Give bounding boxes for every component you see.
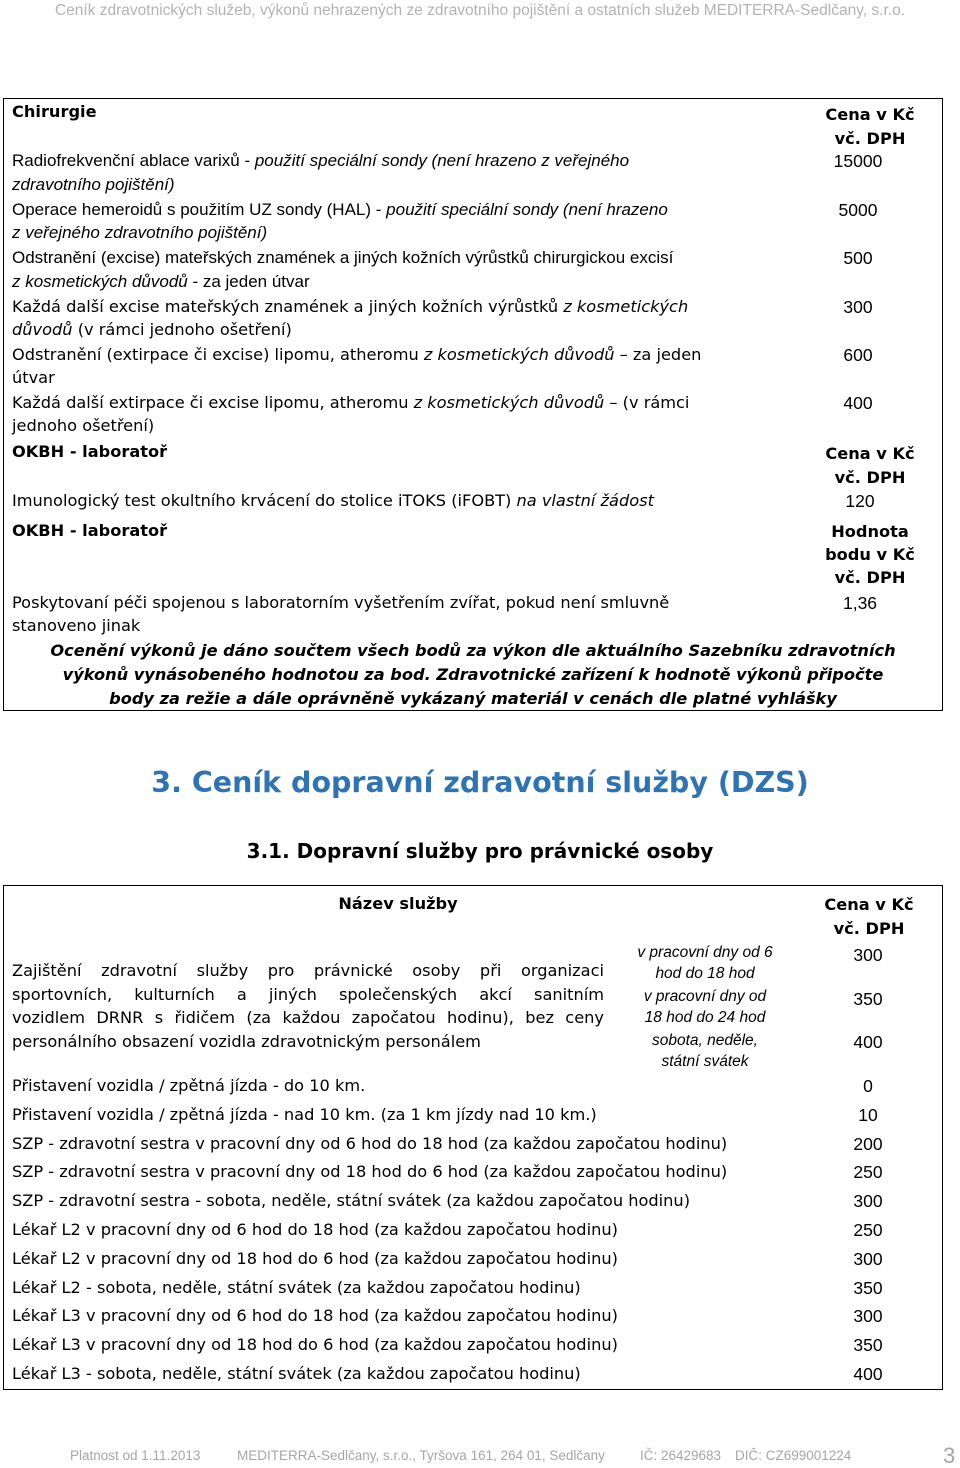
service-row-animals: Poskytovaní péči spojenou s laboratorním vyšetřením zvířat, pokud není smluvně xyxy=(12,593,670,612)
dzs-service-row: Přistavení vozidla / zpětná jízda - nad 10 km. (za 1 km jízdy nad 10 km.) xyxy=(12,1104,597,1124)
service-row-2: Operace hemeroidů s použitím UZ sondy (HAL) - použití speciální sondy (není hrazeno xyxy=(12,200,668,219)
column-header-service: Název služby xyxy=(338,894,458,913)
price-value: 400 xyxy=(843,393,873,413)
service-row-animals-line2: stanoveno jinak xyxy=(12,616,141,635)
time-slot-2: v pracovní dny od 18 hod do 24 hod xyxy=(643,988,767,1026)
column-header-price-vat: vč. DPH xyxy=(833,919,905,938)
section-heading-dzs: 3. Ceník dopravní zdravotní služby (DZS) xyxy=(151,766,809,799)
service-row-6: Každá další extirpace či excise lipomu, atheromu z kosmetických důvodů – (v rámci xyxy=(12,393,690,412)
price-value: 500 xyxy=(843,248,873,268)
price-value: 350 xyxy=(853,989,883,1009)
price-value: 350 xyxy=(853,1335,883,1356)
footer-valid: Platnost od 1.11.2013 xyxy=(70,1448,201,1463)
price-value: 350 xyxy=(853,1277,883,1298)
price-value: 300 xyxy=(853,945,883,965)
point-value: 1,36 xyxy=(842,593,878,613)
service-row-3-line2: z kosmetických důvodů - za jeden útvar xyxy=(12,272,310,291)
service-row-3: Odstranění (excise) mateřských znamének a jiných kožních výrůstků chirurgickou excisí xyxy=(12,248,674,267)
price-value: 400 xyxy=(853,1032,883,1052)
footer-ico: IČ: 26429683 xyxy=(640,1448,722,1463)
dzs-service-row: Lékař L2 - sobota, neděle, státní svátek (za každou započatou hodinu) xyxy=(12,1277,581,1297)
price-value: 10 xyxy=(858,1104,878,1125)
dzs-service-row: Lékař L2 v pracovní dny od 18 hod do 6 hod (za každou započatou hodinu) xyxy=(12,1248,618,1268)
point-value-header-2: bodu v Kč xyxy=(825,545,915,564)
time-slot-1: v pracovní dny od 6 hod do 18 hod xyxy=(637,944,773,982)
section-title-okbh: OKBH - laboratoř xyxy=(12,442,168,461)
section-title-chirurgie: Chirurgie xyxy=(12,102,97,121)
dzs-service-row: Přistavení vozidla / zpětná jízda - do 10 km. xyxy=(12,1076,366,1095)
service-row-1-line2: zdravotního pojištění) xyxy=(12,175,175,194)
footer-company: MEDITERRA-Sedlčany, s.r.o., Tyršova 161, 264 01, Sedlčany xyxy=(237,1448,605,1463)
price-value: 120 xyxy=(845,491,875,511)
dzs-service-row: SZP - zdravotní sestra v pracovní dny od 6 hod do 18 hod (za každou započatou hodinu) xyxy=(12,1133,728,1153)
point-value-header-3: vč. DPH xyxy=(834,568,906,587)
price-value: 15000 xyxy=(833,151,883,171)
price-value: 250 xyxy=(853,1162,883,1183)
service-row-itoks: Imunologický test okultního krvácení do stolice iTOKS (iFOBT) na vlastní žádost xyxy=(12,491,654,510)
price-header: Cena v Kč xyxy=(825,105,915,124)
dzs-service-row: Lékař L2 v pracovní dny od 6 hod do 18 hod (za každou započatou hodinu) xyxy=(12,1220,618,1239)
price-value: 300 xyxy=(843,297,873,317)
service-row-4-line2: důvodů (v rámci jednoho ošetření) xyxy=(12,320,292,339)
price-header: Cena v Kč xyxy=(825,444,915,463)
point-value-header: Hodnota xyxy=(831,522,909,541)
service-row-6-line2: jednoho ošetření) xyxy=(12,416,155,435)
price-value: 300 xyxy=(853,1306,883,1327)
page-number: 3 xyxy=(943,1443,956,1468)
price-value: 300 xyxy=(853,1248,883,1269)
dzs-service-row: Lékař L3 - sobota, neděle, státní svátek (za každou započatou hodinu) xyxy=(12,1364,581,1383)
service-row-1: Radiofrekvenční ablace varixů - použití speciální sondy (není hrazeno z veřejného xyxy=(12,151,630,170)
service-row-2-line2: z veřejného zdravotního pojištění) xyxy=(12,223,268,242)
dzs-service-row: Lékař L3 v pracovní dny od 6 hod do 18 hod (za každou započatou hodinu) xyxy=(12,1306,618,1326)
price-value: 400 xyxy=(853,1364,883,1384)
price-header-vat: vč. DPH xyxy=(834,468,906,487)
price-value: 200 xyxy=(853,1133,883,1154)
service-row-4: Každá další excise mateřských znamének a jiných kožních výrůstků z kosmetických xyxy=(12,297,689,316)
service-row-5-line2: útvar xyxy=(12,368,55,387)
subsection-heading: 3.1. Dopravní služby pro právnické osoby xyxy=(246,839,714,863)
price-value: 300 xyxy=(853,1191,883,1212)
footer-dic: DIČ: CZ699001224 xyxy=(735,1448,852,1463)
time-slot-3: sobota, neděle, státní svátek xyxy=(651,1032,758,1070)
price-value: 5000 xyxy=(838,200,878,220)
dzs-service-row: SZP - zdravotní sestra - sobota, neděle, státní svátek (za každou započatou hodinu) xyxy=(12,1191,691,1211)
section-title-okbh-2: OKBH - laboratoř xyxy=(12,521,168,540)
service-row-5: Odstranění (extirpace či excise) lipomu, atheromu z kosmetických důvodů – za jeden xyxy=(12,345,702,364)
column-header-price: Cena v Kč xyxy=(824,895,914,914)
dzs-main-service: Zajištění zdravotní služby pro právnické osoby při organizaci sportovních, kulturních a jiných společenských akcí sanitním vozidlem DRNR s řidičem (za každou započatou hodinu), bez ceny personálního obsazení vozidla zdravotnickým personálem xyxy=(12,961,604,1051)
dzs-service-row: SZP - zdravotní sestra v pracovní dny od 18 hod do 6 hod (za každou započatou hodinu) xyxy=(12,1162,728,1182)
note-line-2: výkonů vynásobeného hodnotou za bod. Zdravotnické zařízení k hodnotě výkonů připočte xyxy=(62,665,884,684)
note-line-3: body za režie a dále oprávněně vykázaný materiál v cenách dle platné vyhlášky xyxy=(109,689,837,708)
note-line-1: Ocenění výkonů je dáno součtem všech bodů za výkon dle aktuálního Sazebníku zdravotních xyxy=(50,641,896,660)
price-value: 0 xyxy=(863,1076,873,1096)
dzs-service-row: Lékař L3 v pracovní dny od 18 hod do 6 hod (za každou započatou hodinu) xyxy=(12,1335,618,1355)
price-value: 250 xyxy=(853,1220,883,1240)
price-header-vat: vč. DPH xyxy=(834,129,906,148)
price-value: 600 xyxy=(843,345,873,365)
page-header: Ceník zdravotnických služeb, výkonů nehrazených ze zdravotního pojištění a ostatních služeb MEDITERRA-Sedlčany, s.r.o. xyxy=(54,2,906,19)
